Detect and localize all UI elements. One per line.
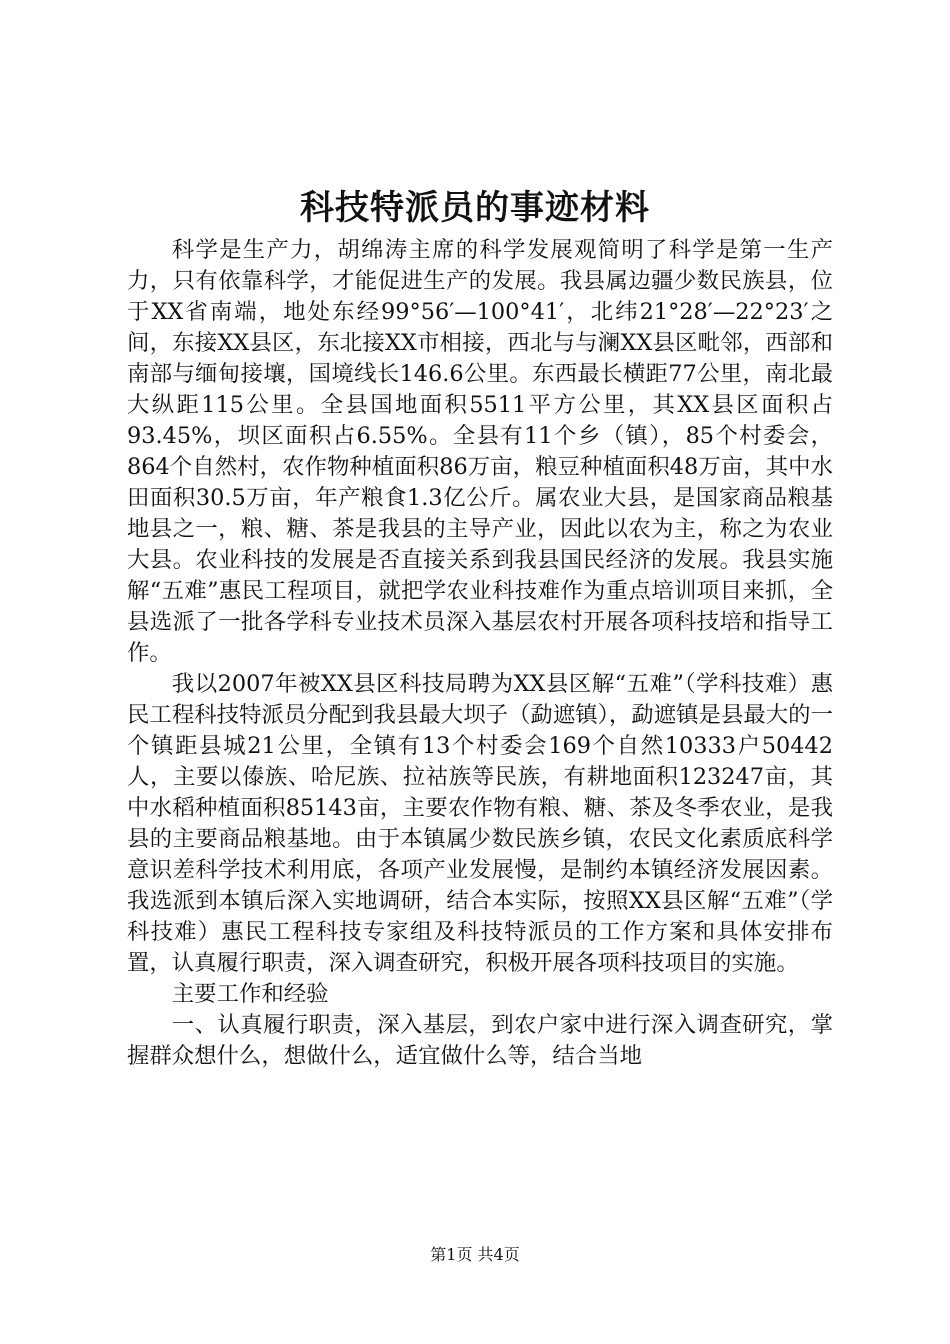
paragraph-item-one: 一、认真履行职责，深入基层，到农户家中进行深入调查研究，掌握群众想什么，想做什么，适宜做什么等，结合当地 <box>127 1012 833 1069</box>
section-heading: 主要工作和经验 <box>171 981 329 1007</box>
paragraph-assignment: 我以2007年被XX县区科技局聘为XX县区解“五难”（学科技难）惠民工程科技特派员分配到我县最大坝子（勐遮镇），勐遮镇是县最大的一个镇距县城21公里，全镇有13个村委会169个自然10333户50442人，主要以傣族、哈尼族、拉祜族等民族，有耕地面积123247亩，其中水稻种植面积85143亩，主要农作物有粮、糖、茶及冬季农业，是我县的主要商品粮基地。由于本镇属少数民族乡镇，农民文化素质底科学意识差科学技术利用底，各项产业发展慢，是制约本镇经济发展因素。我选派到本镇后深入实地调研，结合本实际，按照XX县区解“五难”（学科技难）惠民工程科技专家组及科技特派员的工作方案和具体安排布置，认真履行职责，深入调查研究，积极开展各项科技项目的实施。 <box>127 671 833 976</box>
paragraph-intro: 科学是生产力，胡绵涛主席的科学发展观简明了科学是第一生产力，只有依靠科学，才能促进生产的发展。我县属边疆少数民族县，位于XX省南端，地处东经99°56′—100°41′，北纬21°28′—22°23′之间，东接XX县区，东北接XX市相接，西北与与澜XX县区毗邻，西部和南部与缅甸接壤，国境线长146.6公里。东西最长横距77公里，南北最大纵距115公里。全县国地面积5511平方公里，其XX县区面积占93.45%，坝区面积占6.55%。全县有11个乡（镇），85个村委会，864个自然村，农作物种植面积86万亩，粮豆种植面积48万亩，其中水田面积30.5万亩，年产粮食1.3亿公斤。属农业大县，是国家商品粮基地县之一，粮、糖、茶是我县的主导产业，因此以农为主，称之为农业大县。农业科技的发展是否直接关系到我县国民经济的发展。我县实施解“五难”惠民工程项目，就把学农业科技难作为重点培训项目来抓，全县选派了一批各学科专业技术员深入基层农村开展各项科技培和指导工作。 <box>127 237 833 666</box>
document-title: 科技特派员的事迹材料 <box>300 188 650 228</box>
document-body <box>127 235 833 1072</box>
page-footer: 第1页 共4页 <box>430 1245 520 1264</box>
